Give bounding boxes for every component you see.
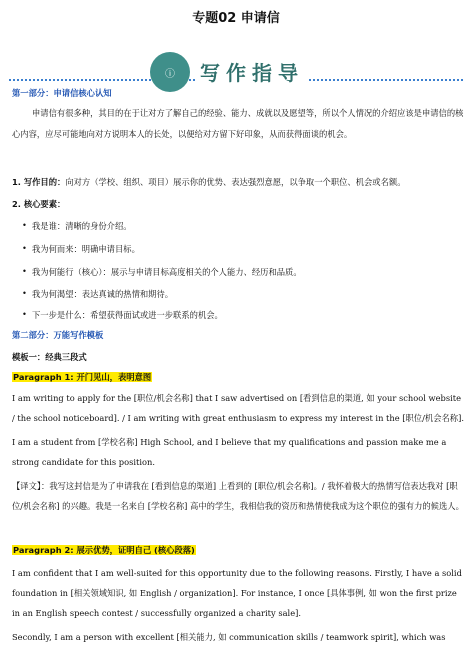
purpose-text: 向对方（学校、组织、项目）展示你的优势、表达强烈意愿，以争取一个职位、机会或名额。 (65, 177, 406, 187)
list-item: • 我为何而来：明确申请目标。 (32, 243, 140, 255)
list-item: • 下一步是什么：希望获得面试或进一步联系的机会。 (32, 309, 223, 321)
list-item: • 我为何渴望：表达真诚的热情和期待。 (32, 288, 173, 300)
purpose-line (12, 177, 464, 188)
template-heading: 模板一：经典三段式 (12, 352, 87, 362)
paragraph1-translation: 【译文】：我写这封信是为了申请我在 [看到信息的渠道] 上看到的 [职位/机会名称]。/ 我怀着极大的热情写信表达我对 [职位/机会名称] 的兴趣。我是一名来自 [学校名称] 高中的学生，我相信我的资历和热情使我成为这个职位的强有力的候选人。 (12, 481, 464, 511)
part1-heading: 第一部分：申请信核心认知 (12, 88, 112, 98)
page-title: 专题02 申请信 (192, 11, 280, 26)
paragraph2-text2: Secondly, I am a person with excellent [相关能力, 如 communication skills / teamwork spirit], which was (12, 632, 446, 642)
purpose-label: 1. 写作目的： (12, 177, 66, 187)
paragraph2-text1: I am confident that I am well-suited for this opportunity due to the following reasons. Firstly, I have a solid foundation in [相关领域知识, 如 English / organization]. For instance, I once [具体事例, 如 won the first prize in an English speech contest / successfully organized a charity sale]. (12, 568, 462, 618)
banner-title: 写作指导 (196, 57, 308, 86)
paragraph2-label: Paragraph 2: 展示优势，证明自己 (核心段落) (13, 545, 195, 555)
paragraph2-label-line (12, 545, 464, 556)
core-label: 2. 核心要素： (12, 199, 66, 209)
list-item: • 我为何能行（核心）：展示与申请目标高度相关的个人能力、经历和品质。 (32, 266, 302, 278)
pen-badge-icon: ⓘ (150, 52, 190, 92)
part1-intro: 申请信有很多种，其目的在于让对方了解自己的经验、能力、成就以及愿望等，所以个人情况的介绍应该是申请信的核心内容，应尽可能地向对方说明本人的长处，以便给对方留下好印象，从而获得面谈的机会。 (12, 108, 464, 139)
paragraph1-label-line (12, 372, 464, 383)
writing-guide-banner (150, 52, 320, 92)
list-item: • 我是谁：清晰的身份介绍。 (32, 220, 132, 232)
paragraph1-text1: I am writing to apply for the [职位/机会名称] that I saw advertised on [看到信息的渠道, 如 your school website / the school noticeboard]. / I am writing with great enthusiasm to express my interest in the [职位/机会名称]. (12, 393, 464, 423)
paragraph1-text2: I am a student from [学校名称] High School, and I believe that my qualifications and passion make me a strong candidate for this position. (12, 437, 447, 467)
paragraph1-label: Paragraph 1: 开门见山，表明意图 (13, 372, 152, 382)
part2-heading: 第二部分：万能写作模板 (12, 330, 104, 340)
